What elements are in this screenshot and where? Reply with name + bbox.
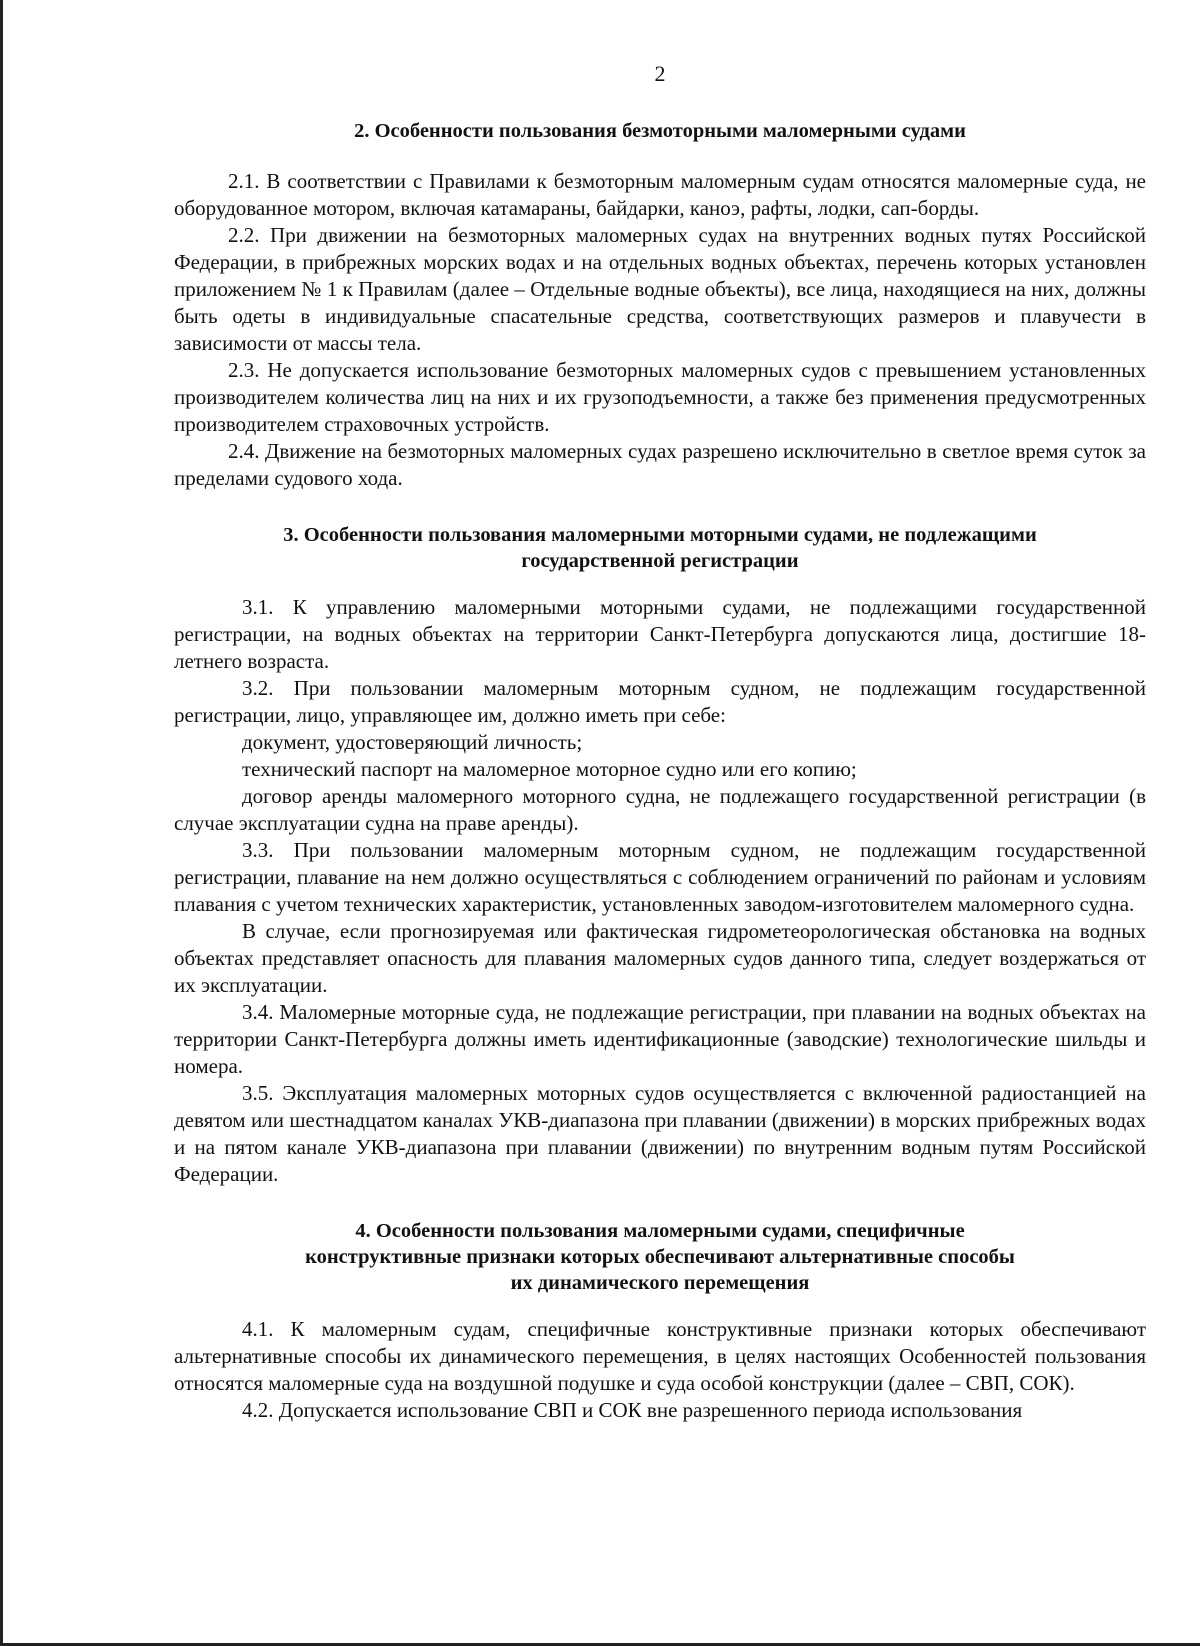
section-heading-line: конструктивные признаки которых обеспечивают альтернативные способы [305,1246,1015,1268]
section-heading [174,1218,1146,1296]
document-body [174,60,1146,1424]
page-number: 2 [654,61,666,86]
paragraph-3-3-weather: В случае, если прогнозируемая или фактическая гидрометеорологическая обстановка на водных объектах представляет опасность для плавания маломерных судов данного типа, следует воздержаться от их эксплуатации. [174,919,1146,997]
paragraph-4-2: 4.2. Допускается использование СВП и СОК вне разрешенного периода использования [242,1398,1023,1422]
section-2 [174,118,1146,492]
scan-edge-left [0,0,3,1646]
paragraph-4-1: 4.1. К маломерным судам, специфичные конструктивные признаки которых обеспечивают альтернативные способы их динамического перемещения, в целях настоящих Особенностей пользования относятся маломерные суда на воздушной подушке и суда особой конструкции (далее – СВП, СОК). [174,1317,1146,1395]
paragraph-2-3: 2.3. Не допускается использование безмоторных маломерных судов с превышением установленных производителем количества лиц на них и их грузоподъемности, а также без применения предусмотренных производителем страховочных устройств. [174,358,1146,436]
section-heading-line: 2. Особенности пользования безмоторными маломерными судами [354,120,966,142]
paragraph-3-1: 3.1. К управлению маломерными моторными судами, не подлежащими государственной регистрации, на водных объектах на территории Санкт-Петербурга допускаются лица, достигшие 18-летнего возраста. [174,595,1146,673]
section-heading [174,118,1146,144]
section-3 [174,522,1146,1188]
paragraph-2-2: 2.2. При движении на безмоторных маломерных судах на внутренних водных путях Российской Федерации, в прибрежных морских водах и на отдельных водных объектах, перечень которых установлен приложением № 1 к Правилам (далее – Отдельные водные объекты), все лица, находящиеся на них, должны быть одеты в индивидуальные спасательные средства, соответствующих размеров и плавучести в зависимости от массы тела. [174,223,1146,355]
section-heading-line: государственной регистрации [521,550,799,572]
section-heading [174,522,1146,574]
paragraph-2-4: 2.4. Движение на безмоторных маломерных судах разрешено исключительно в светлое время суток за пределами судового хода. [174,439,1146,490]
paragraph-3-2: 3.2. При пользовании маломерным моторным судном, не подлежащим государственной регистрации, лицо, управляющее им, должно иметь при себе: [174,676,1146,727]
paragraph-3-5: 3.5. Эксплуатация маломерных моторных судов осуществляется с включенной радиостанцией на девятом или шестнадцатом каналах УКВ-диапазона при плавании (движении) в морских прибрежных водах и на пятом канале УКВ-диапазона при плавании (движении) по внутренним водным путям Российской Федерации. [174,1081,1146,1186]
list-item-identity-document: документ, удостоверяющий личность; [242,730,583,754]
paragraph-3-3: 3.3. При пользовании маломерным моторным судном, не подлежащим государственной регистрации, плавание на нем должно осуществляться с соблюдением ограничений по районам и условиям плавания с учетом технических характеристик, установленных заводом-изготовителем маломерного судна. [174,838,1146,916]
section-heading-line: 4. Особенности пользования маломерными судами, специфичные [355,1220,965,1242]
list-item-lease-agreement: договор аренды маломерного моторного судна, не подлежащего государственной регистрации (в случае эксплуатации судна на праве аренды). [174,784,1146,835]
list-item-technical-passport: технический паспорт на маломерное моторное судно или его копию; [242,757,857,781]
paragraph-2-1: 2.1. В соответствии с Правилами к безмоторным маломерным судам относятся маломерные суда, не оборудованное мотором, включая катамараны, байдарки, каноэ, рафты, лодки, сап-борды. [174,169,1146,220]
section-4 [174,1218,1146,1424]
paragraph-3-4: 3.4. Маломерные моторные суда, не подлежащие регистрации, при плавании на водных объектах на территории Санкт-Петербурга должны иметь идентификационные (заводские) технологические шильды и номера. [174,1000,1146,1078]
section-heading-line: 3. Особенности пользования маломерными моторными судами, не подлежащими [283,524,1037,546]
section-heading-line: их динамического перемещения [510,1272,810,1294]
